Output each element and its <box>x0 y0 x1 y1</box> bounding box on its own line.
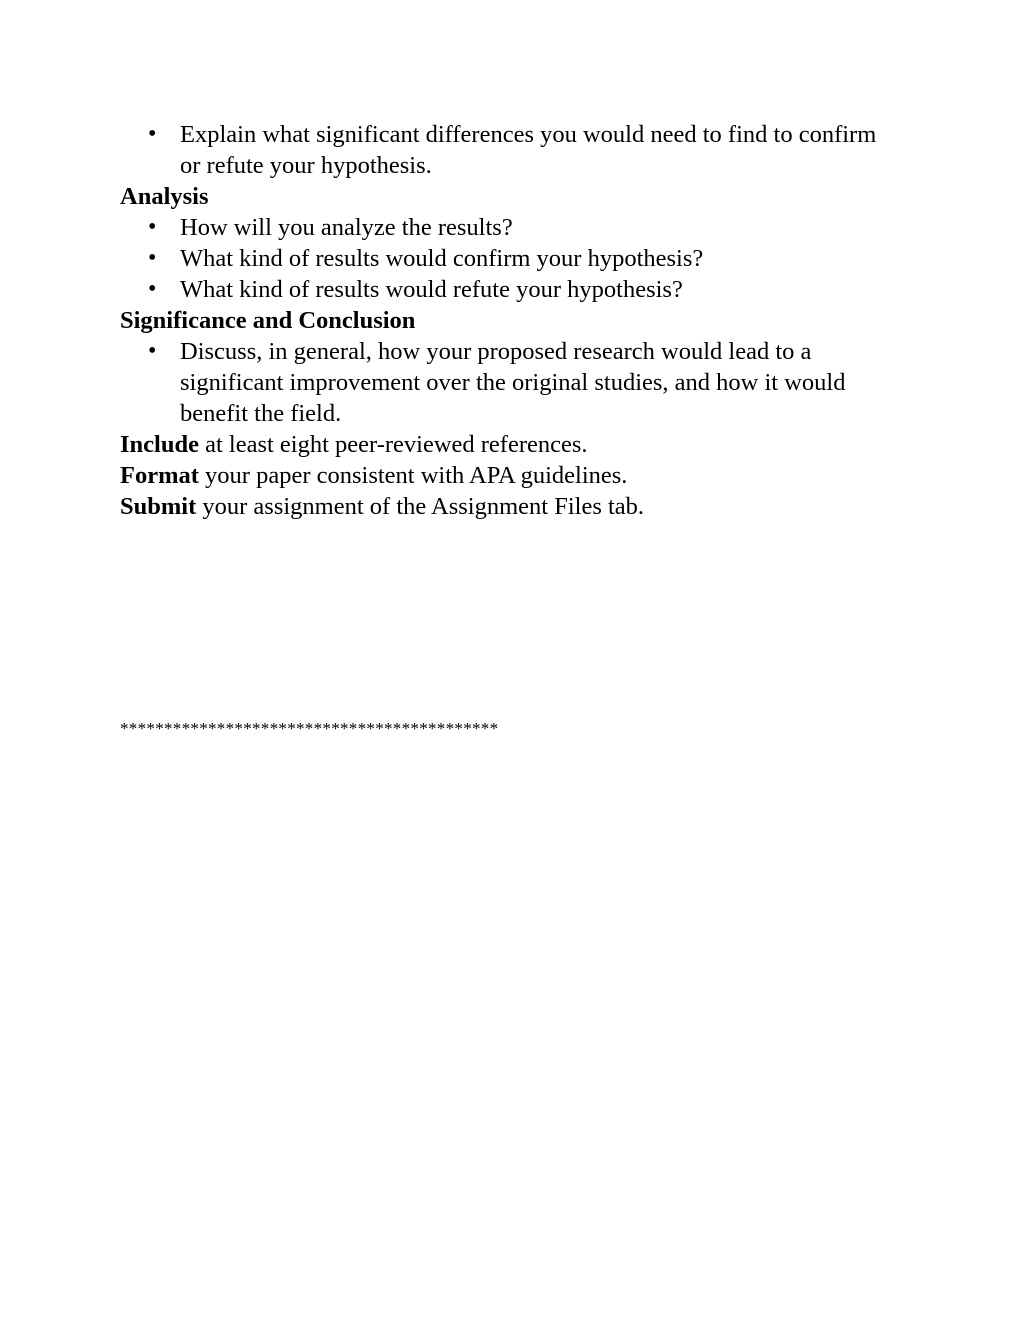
list-item-text: How will you analyze the results? <box>180 214 513 241</box>
list-item <box>120 336 900 429</box>
instruction-keyword: Include <box>120 431 199 458</box>
list-item-text: Discuss, in general, how your proposed research would lead to a significant improvement over the original studies, and how it would benefit the field. <box>180 338 846 427</box>
bullet-icon: • <box>148 121 157 147</box>
list-item <box>120 243 900 274</box>
document-body <box>120 119 900 522</box>
instruction-include <box>120 429 900 460</box>
intro-bullet-list <box>120 119 900 181</box>
list-item-text: Explain what significant differences you would need to find to confirm or refute your hypothesis. <box>180 121 877 179</box>
instruction-text: your paper consistent with APA guidelines. <box>198 462 628 489</box>
analysis-bullet-list <box>120 212 900 305</box>
section-heading-significance: Significance and Conclusion <box>120 307 416 334</box>
bullet-icon: • <box>148 214 157 240</box>
bullet-icon: • <box>148 276 157 302</box>
asterisk-separator: ******************************************* <box>120 719 499 738</box>
bullet-icon: • <box>148 245 157 271</box>
section-heading-analysis: Analysis <box>120 183 209 210</box>
instruction-text: at least eight peer-reviewed references. <box>198 431 588 458</box>
instruction-submit <box>120 491 900 522</box>
list-item <box>120 212 900 243</box>
list-item <box>120 274 900 305</box>
bullet-icon: • <box>148 338 157 364</box>
significance-bullet-list <box>120 336 900 429</box>
instruction-format <box>120 460 900 491</box>
instruction-text: your assignment of the Assignment Files tab. <box>196 493 645 520</box>
instruction-keyword: Format <box>120 462 199 489</box>
instruction-keyword: Submit <box>120 493 197 520</box>
list-item-text: What kind of results would confirm your hypothesis? <box>180 245 704 272</box>
list-item-text: What kind of results would refute your hypothesis? <box>180 276 683 303</box>
list-item <box>120 119 900 181</box>
